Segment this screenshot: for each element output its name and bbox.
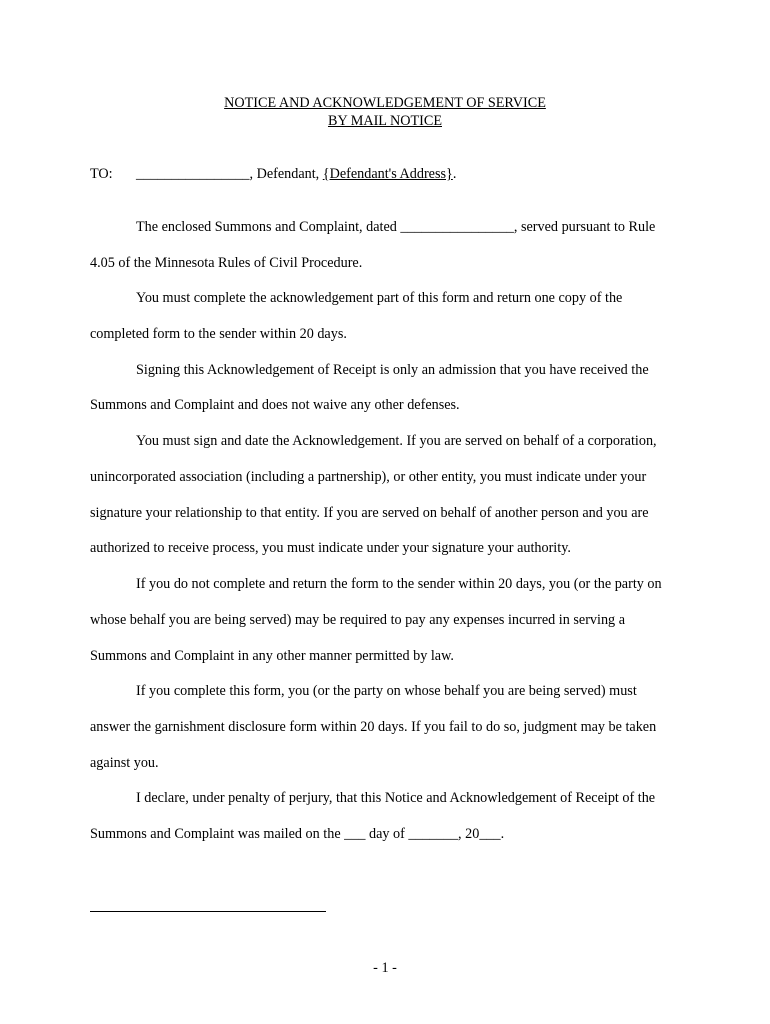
paragraph-4-line-4: authorized to receive process, you must indicate under your signature your authority. (90, 540, 571, 556)
paragraph-6-line-3: against you. (90, 755, 159, 771)
document-title: NOTICE AND ACKNOWLEDGEMENT OF SERVICE (224, 95, 546, 111)
page-number: - 1 - (373, 960, 397, 976)
to-line (90, 166, 710, 183)
paragraph-1-line-2: 4.05 of the Minnesota Rules of Civil Procedure. (90, 255, 363, 271)
paragraph-5-line-1: If you do not complete and return the form to the sender within 20 days, you (or the party on (136, 576, 662, 592)
paragraph-4-line-2: unincorporated association (including a partnership), or other entity, you must indicate under your (90, 469, 647, 485)
signature-line[interactable] (90, 911, 326, 912)
paragraph-6-line-2: answer the garnishment disclosure form within 20 days. If you fail to do so, judgment may be taken (90, 719, 657, 735)
document-subtitle: BY MAIL NOTICE (327, 113, 442, 129)
defendant-address-placeholder: {Defendant's Address} (322, 166, 453, 182)
paragraph-3-line-1: Signing this Acknowledgement of Receipt is only an admission that you have received the (136, 362, 649, 378)
paragraph-7-line-1: I declare, under penalty of perjury, that this Notice and Acknowledgement of Receipt of the (136, 790, 656, 806)
paragraph-7-line-2: Summons and Complaint was mailed on the ___ day of _______, 20___. (90, 826, 505, 842)
paragraph-2-line-2: completed form to the sender within 20 days. (90, 326, 347, 342)
paragraph-4-line-1: You must sign and date the Acknowledgement. If you are served on behalf of a corporation, (136, 433, 657, 449)
paragraph-4-line-3: signature your relationship to that entity. If you are served on behalf of another person and you are (90, 505, 649, 521)
paragraph-5-line-3: Summons and Complaint in any other manner permitted by law. (90, 648, 454, 664)
defendant-text: , Defendant, (249, 166, 323, 182)
defendant-name-blank: ________________ (136, 166, 250, 182)
paragraph-5-line-2: whose behalf you are being served) may be required to pay any expenses incurred in serving a (90, 612, 625, 628)
paragraph-3-line-2: Summons and Complaint and does not waive any other defenses. (90, 397, 460, 413)
paragraph-2-line-1: You must complete the acknowledgement part of this form and return one copy of the (136, 290, 623, 306)
paragraph-6-line-1: If you complete this form, you (or the party on whose behalf you are being served) must (136, 683, 637, 699)
to-label: TO: (90, 166, 113, 182)
to-line-end: . (452, 166, 457, 182)
paragraph-1-line-1: The enclosed Summons and Complaint, dated ________________, served pursuant to Rule (136, 219, 656, 235)
